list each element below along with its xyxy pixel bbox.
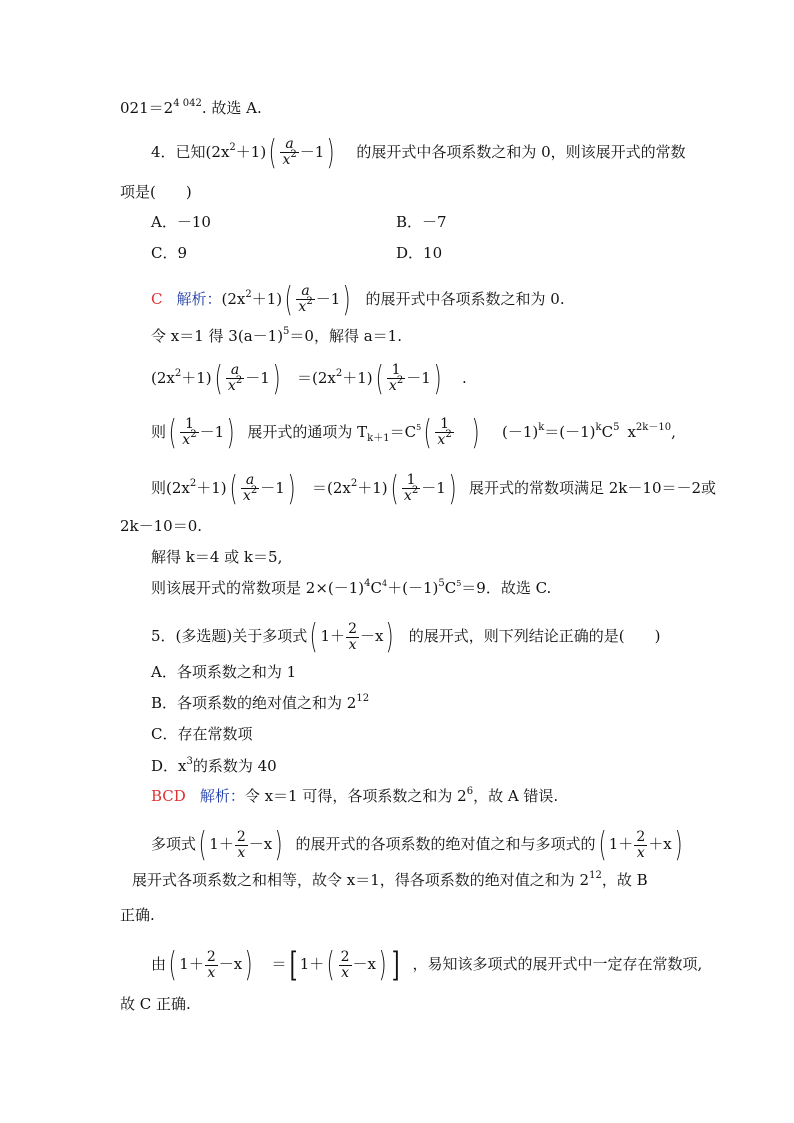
- q4-option-b: B．－7: [396, 213, 447, 231]
- q5-solution-3: 展开式各项系数之和相等，故令 x＝1，得各项系数的绝对值之和为 $2^{12}$，故 B: [132, 870, 648, 889]
- q4-stem-cont: 项是( ): [120, 183, 192, 201]
- q4-solution-4: 则( $\frac{1}{x^2}$ －1) 展开式的通项为 $T_{k+1}=C^5$( $\frac{1}{x^2}$ ) $(-1)^k=(-1)^kC^5$ $x^{2k-10}$,: [151, 413, 676, 453]
- q4-solution-2: 令 x＝1 得 $3(a-1)^5=0$，解得 a＝1.: [151, 326, 402, 345]
- fraction: $\frac{a}{x^2}$: [282, 136, 297, 168]
- q5-option-a: A．各项系数之和为 1: [151, 663, 297, 681]
- top-line: $021=2^{4 042}$. 故选 A.: [120, 98, 262, 117]
- q4-answer: C: [151, 290, 163, 308]
- q5-option-b: B．各项系数的绝对值之和为 $2^{12}$: [151, 693, 370, 712]
- q5-solution-4: 正确.: [120, 906, 155, 924]
- q4-solution-7: 解得 k＝4 或 k＝5,: [151, 548, 283, 566]
- q4-option-a: A．－10: [151, 213, 211, 231]
- q5-stem: 5．(多选题)关于多项式( 1＋ $\frac{2}{x}$ －x) 的展开式，则下列结论正确的是( ): [151, 617, 661, 657]
- q5-option-d: D．$x^3$的系数为 40: [151, 756, 277, 775]
- q4-stem: 4．已知$(2x^2+1)$( $\frac{a}{x^2}$ －1) 的展开式中各项系数之和为 0，则该展开式的常数: [151, 133, 686, 173]
- q5-answer: BCD: [151, 787, 186, 805]
- q4-solution-1: C 解析：$(2x^2+1)$( $\frac{a}{x^2}$ －1) 的展开式中各项系数之和为 0.: [151, 280, 565, 320]
- q4-solution-8: 则该展开式的常数项是 $2\times(-1)^4C^4+(-1)^5C^5=9$．故选 C.: [151, 578, 552, 597]
- q5-solution-5: 由( 1＋ $\frac{2}{x}$ －x) ＝[ 1＋( $\frac{2}{x}$ －x) ] ，易知该多项式的展开式中一定存在常数项,: [151, 945, 703, 985]
- q5-solution-2: 多项式( 1＋ $\frac{2}{x}$ －x) 的展开式的各项系数的绝对值之和与多项式的( 1＋ $\frac{2}{x}$ ＋x): [151, 825, 683, 865]
- q5-option-c: C．存在常数项: [151, 725, 253, 743]
- q4-option-c: C．9: [151, 244, 188, 262]
- q4-solution-3: $(2x^2+1)$( $\frac{a}{x^2}$ $-1) =(2x^2+1)$( $\frac{1}{x^2}$ －1) .: [151, 359, 467, 399]
- q4-solution-6: 2k－10＝0.: [120, 517, 203, 535]
- q4-option-d: D．10: [396, 244, 443, 262]
- q4-solution-5: 则$(2x^2+1)$( $\frac{a}{x^2}$ $-1) =(2x^2+1)$( $\frac{1}{x^2}$ －1) 展开式的常数项满足 2k－10＝－2或: [151, 469, 717, 509]
- q5-solution-1: BCD 解析：令 x＝1 可得，各项系数之和为 $2^6$，故 A 错误.: [151, 786, 559, 805]
- q5-solution-6: 故 C 正确.: [120, 995, 191, 1013]
